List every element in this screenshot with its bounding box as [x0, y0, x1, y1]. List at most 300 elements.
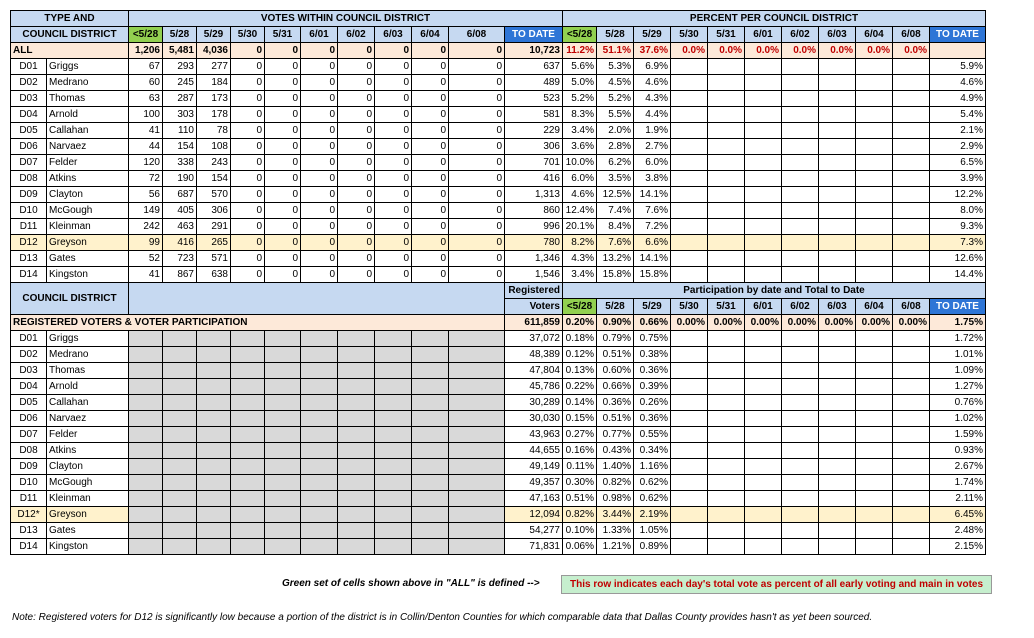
votes-cell: 0	[265, 91, 301, 107]
participation-cell	[782, 507, 819, 523]
participation-todate-cell: 1.72%	[930, 331, 986, 347]
gray-cell	[129, 459, 163, 475]
pct-cell	[782, 187, 819, 203]
votes-cell: 0	[449, 203, 505, 219]
participation-cell	[893, 347, 930, 363]
participation-cell: 0.51%	[597, 347, 634, 363]
participation-cell	[782, 475, 819, 491]
district-code: D12*	[11, 507, 47, 523]
district-votes-row	[11, 251, 986, 267]
participation-cell	[745, 331, 782, 347]
participation-todate-cell: 1.59%	[930, 427, 986, 443]
pct-cell: 6.9%	[634, 59, 671, 75]
header-type: TYPE AND	[11, 11, 129, 27]
district-name: Felder	[47, 155, 129, 171]
all-votes-cell: 0	[338, 43, 375, 59]
votes-total-cell: 523	[505, 91, 563, 107]
votes-cell: 0	[412, 91, 449, 107]
all-votes-cell: 0	[375, 43, 412, 59]
district-code: D06	[11, 411, 47, 427]
votes-cell: 0	[301, 123, 338, 139]
votes-total-cell: 489	[505, 75, 563, 91]
gray-cell	[301, 427, 338, 443]
participation-cell: 0.34%	[634, 443, 671, 459]
pct-cell: 12.5%	[597, 187, 634, 203]
district-name: Kingston	[47, 539, 129, 555]
pct-todate-cell: 4.9%	[930, 91, 986, 107]
votes-cell: 265	[197, 235, 231, 251]
all-pct-cell: 51.1%	[597, 43, 634, 59]
registered-voters-cell: 45,786	[505, 379, 563, 395]
participation-cell: 0.15%	[563, 411, 597, 427]
district-name: Arnold	[47, 107, 129, 123]
part-date-header: 6/03	[819, 299, 856, 315]
all-votes-cell: 1,206	[129, 43, 163, 59]
pct-cell	[893, 203, 930, 219]
pct-todate-header: TO DATE	[930, 27, 986, 43]
district-code: D05	[11, 123, 47, 139]
votes-date-header: 6/02	[338, 27, 375, 43]
votes-cell: 120	[129, 155, 163, 171]
participation-cell	[856, 411, 893, 427]
gray-cell	[129, 395, 163, 411]
gray-cell	[449, 475, 505, 491]
votes-date-header: <5/28	[129, 27, 163, 43]
participation-cell	[745, 491, 782, 507]
votes-cell: 184	[197, 75, 231, 91]
header-row	[11, 283, 986, 299]
votes-cell: 0	[375, 59, 412, 75]
gray-cell	[197, 507, 231, 523]
pct-cell	[819, 203, 856, 219]
votes-cell: 0	[449, 59, 505, 75]
votes-cell: 154	[163, 139, 197, 155]
gray-cell	[163, 379, 197, 395]
votes-cell: 0	[231, 251, 265, 267]
participation-cell	[708, 347, 745, 363]
participation-cell	[819, 523, 856, 539]
votes-title: VOTES WITHIN COUNCIL DISTRICT	[129, 11, 563, 27]
pct-cell: 6.0%	[563, 171, 597, 187]
participation-cell	[708, 427, 745, 443]
header-district: COUNCIL DISTRICT	[11, 27, 129, 43]
all-pct-todate-cell	[930, 43, 986, 59]
registered-pct-cell: 0.00%	[856, 315, 893, 331]
pct-todate-cell: 14.4%	[930, 267, 986, 283]
gray-cell	[301, 507, 338, 523]
registered-todate: 1.75%	[930, 315, 986, 331]
votes-cell: 0	[265, 187, 301, 203]
participation-cell: 0.18%	[563, 331, 597, 347]
gray-cell	[163, 491, 197, 507]
registered-voters-cell: 44,655	[505, 443, 563, 459]
participation-cell: 3.44%	[597, 507, 634, 523]
gray-cell	[265, 331, 301, 347]
pct-cell	[782, 267, 819, 283]
votes-cell: 0	[338, 155, 375, 171]
participation-cell	[782, 379, 819, 395]
votes-cell: 108	[197, 139, 231, 155]
gray-cell	[375, 491, 412, 507]
participation-cell: 0.06%	[563, 539, 597, 555]
gray-cell	[129, 411, 163, 427]
votes-cell: 0	[338, 59, 375, 75]
votes-cell: 571	[197, 251, 231, 267]
participation-cell	[782, 523, 819, 539]
votes-cell: 0	[449, 171, 505, 187]
participation-cell	[819, 427, 856, 443]
pct-todate-cell: 8.0%	[930, 203, 986, 219]
district-name: Thomas	[47, 363, 129, 379]
pct-date-header: 6/08	[893, 27, 930, 43]
district-name: Kleinman	[47, 491, 129, 507]
gray-cell	[412, 363, 449, 379]
district-code: D04	[11, 107, 47, 123]
district-name: Clayton	[47, 187, 129, 203]
votes-cell: 0	[449, 75, 505, 91]
gray-cell	[231, 491, 265, 507]
participation-cell: 0.89%	[634, 539, 671, 555]
pct-cell	[856, 203, 893, 219]
participation-cell	[671, 459, 708, 475]
gray-cell	[338, 363, 375, 379]
participation-cell	[708, 331, 745, 347]
pct-cell	[819, 91, 856, 107]
participation-cell: 0.14%	[563, 395, 597, 411]
participation-cell	[782, 443, 819, 459]
district-participation-row	[11, 475, 986, 491]
gray-cell	[412, 491, 449, 507]
gray-cell	[129, 507, 163, 523]
pct-cell	[708, 155, 745, 171]
pct-cell	[893, 155, 930, 171]
pct-cell: 3.8%	[634, 171, 671, 187]
votes-cell: 0	[231, 219, 265, 235]
participation-cell: 2.19%	[634, 507, 671, 523]
votes-cell: 0	[375, 187, 412, 203]
all-row	[11, 43, 986, 59]
pct-todate-cell: 2.9%	[930, 139, 986, 155]
pct-cell: 15.8%	[634, 267, 671, 283]
participation-cell	[856, 523, 893, 539]
votes-cell: 463	[163, 219, 197, 235]
votes-cell: 149	[129, 203, 163, 219]
participation-cell: 0.55%	[634, 427, 671, 443]
pct-cell	[708, 267, 745, 283]
pct-cell	[671, 203, 708, 219]
votes-cell: 0	[338, 123, 375, 139]
pct-cell: 7.6%	[597, 235, 634, 251]
pct-cell	[671, 59, 708, 75]
district-votes-row	[11, 187, 986, 203]
district-code: D02	[11, 75, 47, 91]
pct-cell	[782, 139, 819, 155]
pct-cell	[819, 155, 856, 171]
participation-cell	[782, 539, 819, 555]
votes-cell: 0	[301, 187, 338, 203]
votes-cell: 0	[449, 219, 505, 235]
participation-cell	[708, 379, 745, 395]
participation-cell	[819, 347, 856, 363]
gray-cell	[301, 475, 338, 491]
votes-cell: 0	[375, 155, 412, 171]
votes-cell: 110	[163, 123, 197, 139]
pct-cell: 8.3%	[563, 107, 597, 123]
district-votes-row	[11, 91, 986, 107]
gray-cell	[338, 443, 375, 459]
registered-pct-cell: 0.00%	[671, 315, 708, 331]
pct-cell: 5.5%	[597, 107, 634, 123]
votes-cell: 0	[265, 155, 301, 171]
pct-cell: 1.9%	[634, 123, 671, 139]
pct-cell	[745, 251, 782, 267]
gray-cell	[265, 363, 301, 379]
registered-pct-cell: 0.00%	[708, 315, 745, 331]
votes-cell: 293	[163, 59, 197, 75]
district-name: Gates	[47, 523, 129, 539]
pct-todate-cell: 12.6%	[930, 251, 986, 267]
pct-cell	[893, 267, 930, 283]
votes-cell: 78	[197, 123, 231, 139]
gray-cell	[163, 539, 197, 555]
pct-cell: 13.2%	[597, 251, 634, 267]
participation-cell: 0.36%	[634, 363, 671, 379]
registered-voters-cell: 43,963	[505, 427, 563, 443]
votes-cell: 0	[265, 267, 301, 283]
gray-cell	[449, 395, 505, 411]
participation-cell: 0.62%	[634, 491, 671, 507]
gray-cell	[412, 347, 449, 363]
votes-cell: 0	[412, 107, 449, 123]
pct-cell: 4.3%	[563, 251, 597, 267]
pct-date-header: 5/31	[708, 27, 745, 43]
gray-cell	[231, 475, 265, 491]
pct-cell: 4.3%	[634, 91, 671, 107]
participation-cell	[708, 507, 745, 523]
pct-cell: 3.6%	[563, 139, 597, 155]
gray-cell	[129, 379, 163, 395]
district-code: D14	[11, 267, 47, 283]
votes-cell: 100	[129, 107, 163, 123]
gray-cell	[338, 475, 375, 491]
participation-cell	[893, 475, 930, 491]
district-votes-row	[11, 59, 986, 75]
gray-cell	[265, 427, 301, 443]
district-participation-row	[11, 491, 986, 507]
votes-cell: 0	[338, 267, 375, 283]
gray-cell	[375, 379, 412, 395]
pct-todate-cell: 9.3%	[930, 219, 986, 235]
pct-cell	[893, 235, 930, 251]
district-votes-row	[11, 171, 986, 187]
votes-cell: 0	[412, 59, 449, 75]
gray-cell	[375, 507, 412, 523]
participation-cell: 0.98%	[597, 491, 634, 507]
gray-cell	[197, 523, 231, 539]
gray-cell	[412, 507, 449, 523]
district-participation-row	[11, 459, 986, 475]
participation-cell	[819, 475, 856, 491]
votes-cell: 0	[375, 251, 412, 267]
registered-pct-cell: 0.00%	[893, 315, 930, 331]
pct-cell	[745, 155, 782, 171]
participation-todate-cell: 6.45%	[930, 507, 986, 523]
participation-cell	[819, 331, 856, 347]
pct-cell	[745, 107, 782, 123]
gray-cell	[449, 443, 505, 459]
votes-cell: 178	[197, 107, 231, 123]
votes-cell: 0	[301, 107, 338, 123]
participation-cell: 0.82%	[597, 475, 634, 491]
participation-cell	[782, 347, 819, 363]
pct-cell	[671, 235, 708, 251]
participation-cell	[856, 395, 893, 411]
gray-cell	[301, 347, 338, 363]
votes-cell: 56	[129, 187, 163, 203]
votes-cell: 0	[231, 267, 265, 283]
pct-cell	[782, 235, 819, 251]
votes-cell: 0	[449, 123, 505, 139]
district-name: McGough	[47, 203, 129, 219]
participation-cell	[819, 443, 856, 459]
district-code: D04	[11, 379, 47, 395]
pct-cell: 14.1%	[634, 251, 671, 267]
district-name: Medrano	[47, 347, 129, 363]
pct-cell: 3.4%	[563, 267, 597, 283]
gray-cell	[231, 459, 265, 475]
gray-cell	[265, 539, 301, 555]
gray-cell	[163, 475, 197, 491]
participation-cell: 1.21%	[597, 539, 634, 555]
votes-cell: 0	[265, 203, 301, 219]
registered-row	[11, 315, 986, 331]
pct-cell: 8.2%	[563, 235, 597, 251]
votes-cell: 0	[449, 251, 505, 267]
pct-cell: 4.6%	[634, 75, 671, 91]
votes-cell: 0	[449, 139, 505, 155]
votes-cell: 41	[129, 267, 163, 283]
votes-cell: 0	[412, 155, 449, 171]
votes-cell: 0	[412, 203, 449, 219]
district-participation-row	[11, 507, 986, 523]
participation-todate-cell: 2.15%	[930, 539, 986, 555]
pct-cell: 6.2%	[597, 155, 634, 171]
gray-cell	[129, 475, 163, 491]
votes-cell: 405	[163, 203, 197, 219]
district-name: Callahan	[47, 123, 129, 139]
pct-cell	[819, 187, 856, 203]
votes-cell: 41	[129, 123, 163, 139]
votes-cell: 99	[129, 235, 163, 251]
gray-cell	[265, 475, 301, 491]
pct-cell: 14.1%	[634, 187, 671, 203]
gray-cell	[301, 363, 338, 379]
participation-cell	[893, 331, 930, 347]
district-participation-row	[11, 379, 986, 395]
votes-cell: 0	[231, 75, 265, 91]
gray-cell	[375, 459, 412, 475]
all-pct-cell: 0.0%	[745, 43, 782, 59]
pct-todate-cell: 2.1%	[930, 123, 986, 139]
votes-cell: 67	[129, 59, 163, 75]
gray-cell	[197, 459, 231, 475]
participation-cell	[856, 443, 893, 459]
participation-todate-cell: 1.09%	[930, 363, 986, 379]
votes-cell: 0	[265, 75, 301, 91]
votes-cell: 0	[231, 139, 265, 155]
voters-header: Voters	[505, 299, 563, 315]
participation-cell	[856, 507, 893, 523]
participation-cell	[671, 539, 708, 555]
participation-cell	[745, 427, 782, 443]
votes-cell: 0	[301, 267, 338, 283]
header-row	[11, 11, 986, 27]
all-votes-cell: 0	[265, 43, 301, 59]
gray-cell	[338, 507, 375, 523]
votes-cell: 0	[231, 59, 265, 75]
pct-cell	[745, 139, 782, 155]
all-votes-cell: 4,036	[197, 43, 231, 59]
participation-cell	[893, 411, 930, 427]
participation-cell	[671, 443, 708, 459]
votes-date-header: 6/03	[375, 27, 412, 43]
participation-cell	[819, 379, 856, 395]
participation-cell	[782, 411, 819, 427]
pct-cell	[745, 171, 782, 187]
participation-cell	[671, 363, 708, 379]
district-name: Felder	[47, 427, 129, 443]
gray-cell	[375, 539, 412, 555]
votes-cell: 0	[375, 219, 412, 235]
gray-cell	[197, 347, 231, 363]
all-votes-cell: 0	[301, 43, 338, 59]
pct-todate-cell: 3.9%	[930, 171, 986, 187]
pct-cell	[745, 123, 782, 139]
gray-cell	[301, 331, 338, 347]
pct-cell	[893, 107, 930, 123]
participation-cell	[745, 475, 782, 491]
part-date-header: 5/29	[634, 299, 671, 315]
district-participation-row	[11, 347, 986, 363]
participation-cell	[893, 459, 930, 475]
all-pct-cell: 11.2%	[563, 43, 597, 59]
pct-cell	[671, 155, 708, 171]
votes-cell: 0	[375, 107, 412, 123]
gray-cell	[231, 523, 265, 539]
votes-cell: 0	[338, 187, 375, 203]
participation-cell	[745, 411, 782, 427]
pct-cell	[819, 219, 856, 235]
participation-todate-cell: 0.93%	[930, 443, 986, 459]
pct-cell	[893, 123, 930, 139]
gray-cell	[197, 475, 231, 491]
gray-cell	[197, 363, 231, 379]
pct-cell	[819, 59, 856, 75]
registered-voters-cell: 47,163	[505, 491, 563, 507]
gray-cell	[265, 459, 301, 475]
gray-cell	[129, 491, 163, 507]
all-pct-cell: 0.0%	[893, 43, 930, 59]
participation-cell	[856, 475, 893, 491]
participation-todate-cell: 0.76%	[930, 395, 986, 411]
district-code: D07	[11, 155, 47, 171]
pct-cell: 20.1%	[563, 219, 597, 235]
pct-cell	[708, 59, 745, 75]
votes-cell: 0	[231, 171, 265, 187]
pct-cell: 5.3%	[597, 59, 634, 75]
votes-cell: 0	[231, 91, 265, 107]
participation-cell: 0.51%	[563, 491, 597, 507]
